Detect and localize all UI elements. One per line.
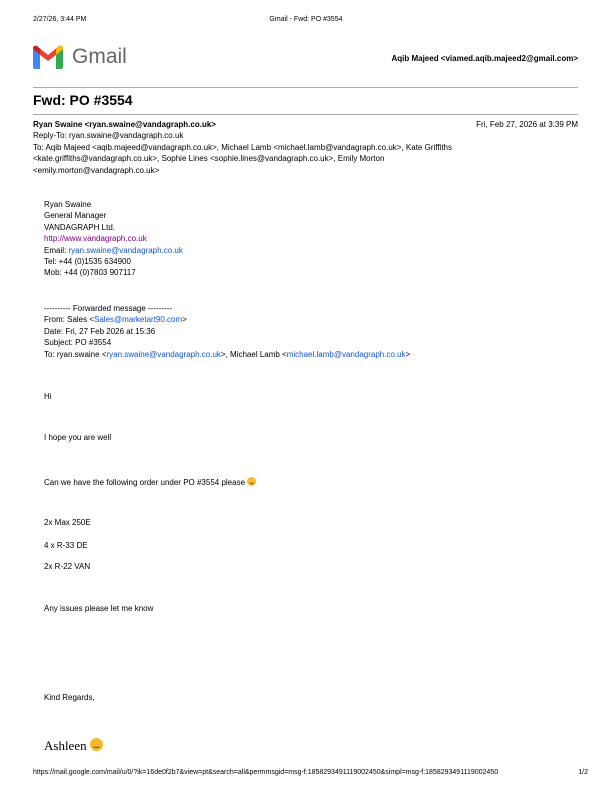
account-name: Aqib Majeed <viamed.aqib.majeed2@gmail.com> <box>391 54 578 63</box>
recipients-line: To: Aqib Majeed <aqib.majeed@vandagraph.co.uk>, Michael Lamb <michael.lamb@vandagraph.co.uk>, Kate Griffiths <box>33 142 453 152</box>
signoff-name: Ashleen <box>44 738 87 753</box>
reply-to: Reply-To: ryan.swaine@vandagraph.co.uk <box>33 131 184 141</box>
recipient-email-link[interactable]: ryan.swaine@vandagraph.co.uk <box>106 349 221 359</box>
gmail-m-icon <box>33 45 63 69</box>
to-label: To: ryan.swaine < <box>44 349 107 359</box>
forwarded-date: Date: Fri, 27 Feb 2026 at 15:36 <box>44 326 156 336</box>
sender-signoff <box>44 738 103 754</box>
order-item: 4 x R-33 DE <box>44 541 88 550</box>
order-item: 2x R-22 VAN <box>44 562 91 571</box>
sender: Ryan Swaine <ryan.swaine@vandagraph.co.uk> <box>33 120 216 129</box>
print-datetime: 2/27/26, 3:44 PM <box>33 16 87 23</box>
recipients-line: <kate.griffiths@vandagraph.co.uk>, Sophie Lines <sophie.lines@vandagraph.co.uk>, Emily Morton <box>33 154 385 164</box>
body-greeting: Hi <box>44 392 52 401</box>
to-mid: >, Michael Lamb < <box>220 349 287 359</box>
forwarded-subject: Subject: PO #3554 <box>44 338 112 348</box>
signature-role: General Manager <box>44 211 107 221</box>
gmail-wordmark: Gmail <box>72 45 127 68</box>
to-end: > <box>405 349 411 359</box>
divider <box>33 87 578 88</box>
smiling-face-icon <box>90 738 103 751</box>
gmail-logo[interactable] <box>33 45 127 74</box>
body-line <box>44 477 256 488</box>
print-title: Gmail - Fwd: PO #3554 <box>269 16 343 23</box>
signature <box>44 199 183 279</box>
sales-email-link[interactable]: Sales@marketart90.com <box>94 315 183 325</box>
order-request: Can we have the following order under PO #3554 please <box>44 478 246 487</box>
body-line: I hope you are well <box>44 433 112 442</box>
page-number: 1/2 <box>578 769 588 776</box>
recipients-line: <emily.morton@vandagraph.co.uk> <box>33 165 160 175</box>
email-subject: Fwd: PO #3554 <box>33 92 133 108</box>
order-item: 2x Max 250E <box>44 518 91 527</box>
forwarded-divider: ---------- Forwarded message --------- <box>44 304 172 313</box>
smiling-face-icon <box>247 477 256 486</box>
signature-company: VANDAGRAPH Ltd. <box>44 222 115 232</box>
from-end: > <box>182 315 187 325</box>
signature-mob: Mob: +44 (0)7803 907117 <box>44 268 136 278</box>
print-url: https://mail.google.com/mail/u/0/?ik=16de0f2b7&view=pt&search=all&permmsgid=msg-f:1858293491119002450&simpl=msg-f:1858293491119002450 <box>33 769 499 776</box>
recipient-email-link[interactable]: michael.lamb@vandagraph.co.uk <box>286 349 406 359</box>
closing: Kind Regards, <box>44 693 95 702</box>
signature-name: Ryan Swaine <box>44 200 92 209</box>
from-label: From: Sales < <box>44 315 95 325</box>
website-link[interactable]: http://www.vandagraph.co.uk <box>44 234 147 244</box>
message-date: Fri, Feb 27, 2026 at 3:39 PM <box>476 120 578 129</box>
divider <box>33 114 578 115</box>
email-link[interactable]: ryan.swaine@vandagraph.co.uk <box>68 245 183 255</box>
email-label: Email: <box>44 245 67 255</box>
message-header <box>33 119 452 176</box>
forwarded-header <box>44 303 410 360</box>
body-line: Any issues please let me know <box>44 604 154 613</box>
signature-tel: Tel: +44 (0)1535 634900 <box>44 257 131 267</box>
